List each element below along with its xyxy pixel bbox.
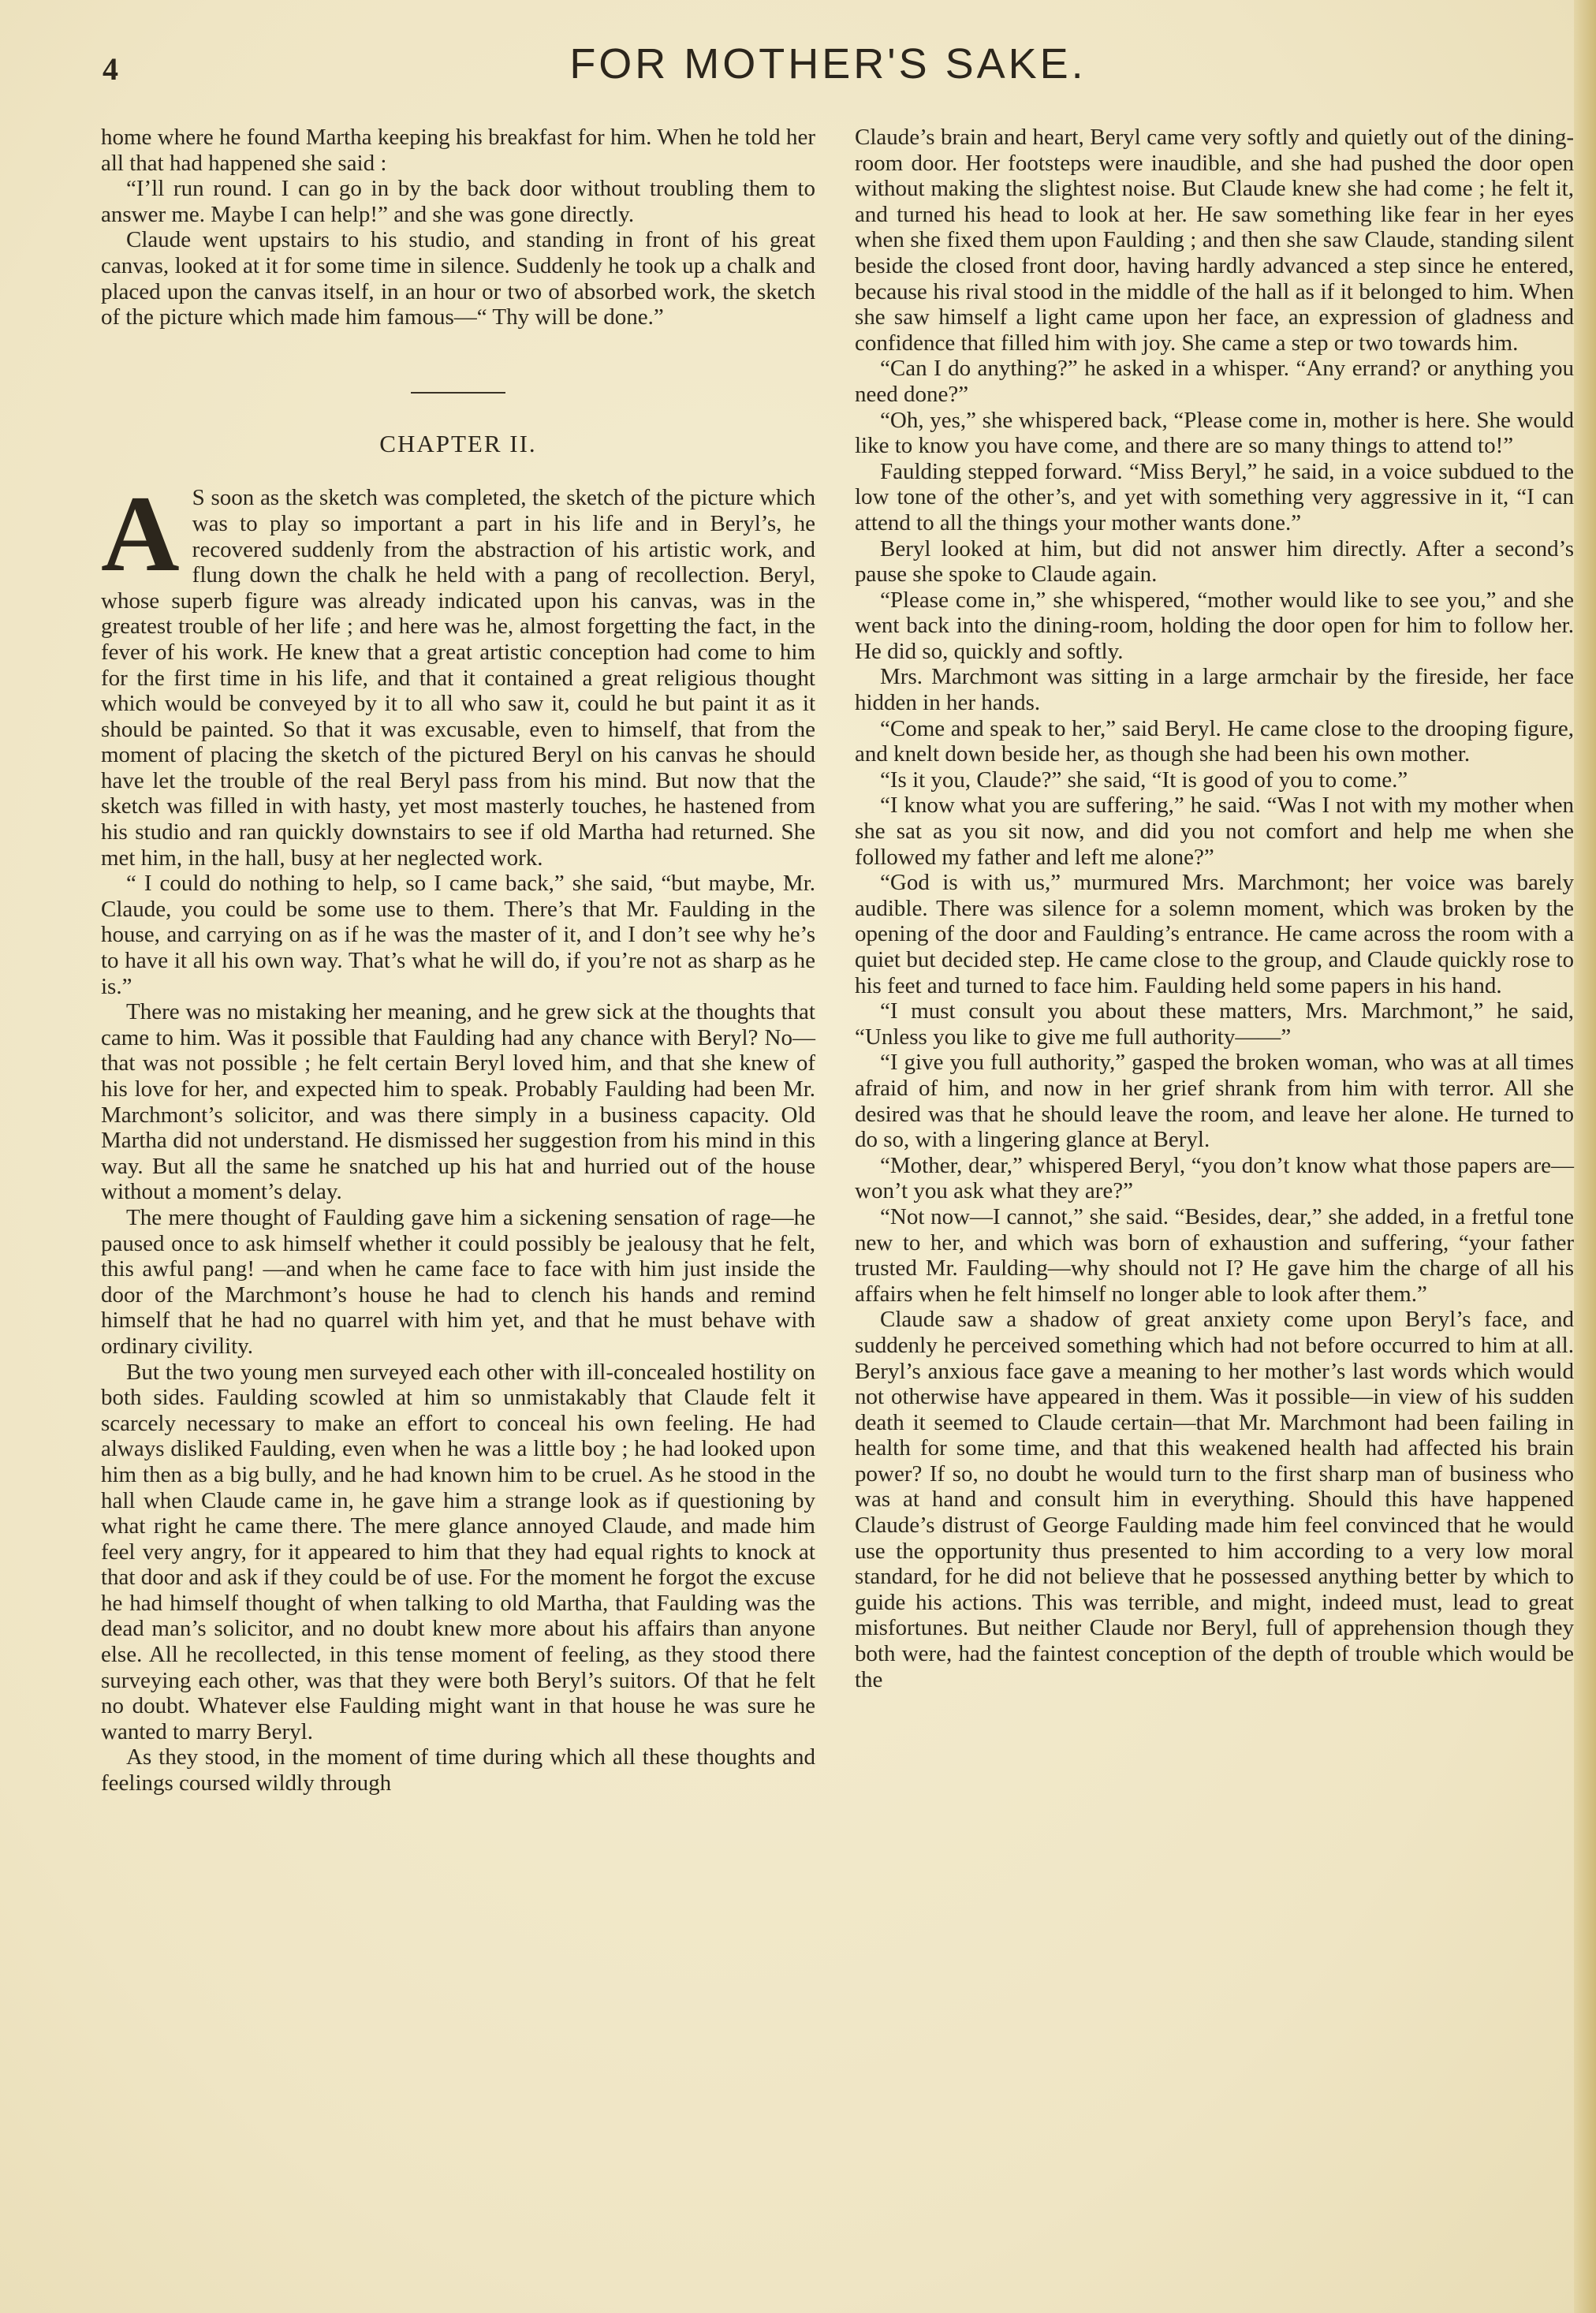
right-column [855, 125, 1574, 1692]
paragraph: The mere thought of Faulding gave him a sickening sensation of rage—he paused once to ask himself whether it could possibly be jealousy that he felt, this awful pang! —and when he came face to face with him just inside the door of the Marchmont’s house he had to clench his hands and remind himself that he had no quarrel with him yet, and that he must behave with ordinary civility. [101, 1204, 815, 1359]
paragraph: home where he found Martha keeping his breakfast for him. When he told her all that had happened she said : [101, 125, 815, 176]
paragraph: Claude’s brain and heart, Beryl came very softly and quietly out of the dining-room door. Her footsteps were inaudible, and she had pushed the door open without making the slightest noise. But Claude knew she had come ; he felt it, and turned his head to look at her. He saw something like fear in her eyes when she fixed them upon Faulding ; and then she saw Claude, standing silent beside the closed front door, having hardly advanced a step since he entered, because his rival stood in the middle of the hall as if it belonged to him. When she saw himself a light came upon her face, an expression of gladness and confidence that filled him with joy. She came a step or two towards him. [855, 125, 1574, 356]
paragraph: “Come and speak to her,” said Beryl. He came close to the drooping figure, and knelt down beside her, as though she had been his own mother. [855, 715, 1574, 767]
paragraph: “Mother, dear,” whispered Beryl, “you don’t know what those papers are—won’t you ask what they are?” [855, 1152, 1574, 1204]
running-title: FOR MOTHER'S SAKE. [569, 40, 1087, 88]
paragraph: Claude went upstairs to his studio, and standing in front of his great canvas, looked at it for some time in silence. Suddenly he took up a chalk and placed upon the canvas itself, in an hour or two of absorbed work, the sketch of the picture which made him famous—“ Thy will be done.” [101, 227, 815, 330]
paragraph: “ I could do nothing to help, so I came back,” she said, “but maybe, Mr. Claude, you could be some use to them. There’s that Mr. Faulding in the house, and carrying on as if he was the master of it, and I don’t see why he’s to have it all his own way. That’s what he will do, if you’re not as sharp as he is.” [101, 871, 815, 999]
page-number: 4 [103, 51, 118, 87]
section-divider [411, 392, 505, 394]
paragraph: “Is it you, Claude?” she said, “It is good of you to come.” [880, 767, 1408, 793]
paragraph: Beryl looked at him, but did not answer him directly. After a second’s pause she spoke to Claude again. [855, 535, 1574, 588]
paragraph: “I’ll run round. I can go in by the back door without troubling them to answer me. Maybe I can help!” and she was gone directly. [101, 176, 815, 227]
paragraph: “I know what you are suffering,” he said. “Was I not with my mother when she sat as you sit now, and did you not comfort and help me when she followed my father and left me alone?” [855, 793, 1574, 870]
paragraph: “Please come in,” she whispered, “mother would like to see you,” and she went back into the dining-room, holding the door open for him to follow her. He did so, quickly and softly. [855, 587, 1574, 664]
chapter-opening-paragraph [101, 473, 815, 871]
page-header [95, 39, 1561, 95]
left-column [101, 125, 815, 1796]
paragraph: “I give you full authority,” gasped the broken woman, who was at all times afraid of him, and now in her grief shrank from him with terror. All she desired was that he should leave the room, and leave her alone. He turned to do so, with a lingering glance at Beryl. [855, 1050, 1574, 1153]
drop-cap: A [101, 473, 180, 595]
paragraph: “God is with us,” murmured Mrs. Marchmont; her voice was barely audible. There was silence for a solemn moment, which was broken by the opening of the door and Faulding’s entrance. He came across the room with a quiet but decided step. He came close to the group, and Claude quickly rose to his feet and turned to face him. Faulding held some papers in his hand. [855, 870, 1574, 998]
paragraph: Mrs. Marchmont was sitting in a large armchair by the fireside, her face hidden in her hands. [855, 664, 1574, 716]
paragraph: Faulding stepped forward. “Miss Beryl,” he said, in a voice subdued to the low tone of the other’s, and yet with something very aggressive in it, “I can attend to all the things your mother wants done.” [855, 458, 1574, 535]
paragraph: As they stood, in the moment of time during which all these thoughts and feelings coursed wildly through [101, 1744, 815, 1796]
opening-text: S soon as the sketch was completed, the sketch of the picture which was to play so important a part in his life and in Beryl’s, he recovered suddenly from the abstraction of his artistic work, and flung down the chalk he held with a pang of recollection. Beryl, whose superb figure was already indicated upon his canvas, was in the greatest trouble of her life ; and here was he, almost forgetting the fact, in the fever of his work. He knew that a great artistic conception had come to him for the first time in his life, and that it contained a great religious thought which would be conveyed by it to all who saw it, could he but paint it as it should be painted. So that it was excusable, even to himself, that from the moment of placing the sketch of the pictured Beryl on his canvas he should have let the trouble of the real Beryl pass from his mind. But now that the sketch was filled in with hasty, yet most masterly touches, he hastened from his studio and ran quickly downstairs to see if old Martha had returned. She met him, in the hall, busy at her neglected work. [101, 485, 815, 871]
paragraph: There was no mistaking her meaning, and he grew sick at the thoughts that came to him. Was it possible that Faulding had any chance with Beryl? No—that was not possible ; he felt certain Beryl loved him, and that she knew of his love for her, and expected him to speak. Probably Faulding had been Mr. Marchmont’s solicitor, and was there simply in a business capacity. Old Martha did not understand. He dismissed her suggestion from his mind in this way. But all the same he snatched up his hat and hurried out of the house without a moment’s delay. [101, 999, 815, 1205]
paragraph: “I must consult you about these matters, Mrs. Marchmont,” he said, “Unless you like to give me full authority——” [855, 998, 1574, 1050]
chapter-title: CHAPTER II. [379, 429, 537, 457]
paragraph: “Not now—I cannot,” she said. “Besides, dear,” she added, in a fretful tone new to her, and which was born of exhaustion and suffering, “your father trusted Mr. Faulding—why should not I? He gave him the charge of all his affairs when he felt himself no longer able to look after them.” [855, 1203, 1574, 1307]
paragraph: “Can I do anything?” he asked in a whisper. “Any errand? or anything you need done?” [855, 356, 1574, 407]
paragraph: But the two young men surveyed each other with ill-concealed hostility on both sides. Faulding scowled at him so unmistakably that Claude felt it scarcely necessary to make an effort to conceal his own feeling. He had always disliked Faulding, even when he was a little boy ; he had looked upon him then as a big bully, and he had known him to be cruel. As he stood in the hall when Claude came in, he gave him a strange look as if questioning by what right he came there. The mere glance annoyed Claude, and made him feel very angry, for it appeared to him that they had equal rights to knock at that door and ask if they could be of use. For the moment he forgot the excuse he had himself thought of when talking to old Martha, that Faulding was the dead man’s solicitor, and no doubt knew more about his affairs than anyone else. All he recollected, in this tense moment of feeling, as they stood there surveying each other, was that they were both Beryl’s suitors. Of that he felt no doubt. Whatever else Faulding might want in that house he was sure he wanted to marry Beryl. [101, 1359, 815, 1744]
paragraph: “Oh, yes,” she whispered back, “Please come in, mother is here. She would like to know you have come, and there are so many things to attend to!” [855, 407, 1574, 459]
page-edge [1574, 0, 1596, 2313]
paragraph: Claude saw a shadow of great anxiety come upon Beryl’s face, and suddenly he perceived something which had not before occurred to him at all. Beryl’s anxious face gave a meaning to her mother’s last words which would not otherwise have appeared in them. Was it possible—in view of his sudden death it seemed to Claude certain—that Mr. Marchmont had been failing in health for some time, and that this weakened health had affected his brain power? If so, no doubt he would turn to the first sharp man of business who was at hand and consult him in everything. Should this have happened Claude’s distrust of George Faulding made him feel convinced that he would use the opportunity thus presented to him according to a very low moral standard, for he did not believe that he possessed anything better by which to guide his actions. This was terrible, and might, indeed must, lead to great misfortunes. But neither Claude nor Beryl, full of apprehension though they both were, had the faintest conception of the depth of trouble which would be the [855, 1307, 1574, 1692]
